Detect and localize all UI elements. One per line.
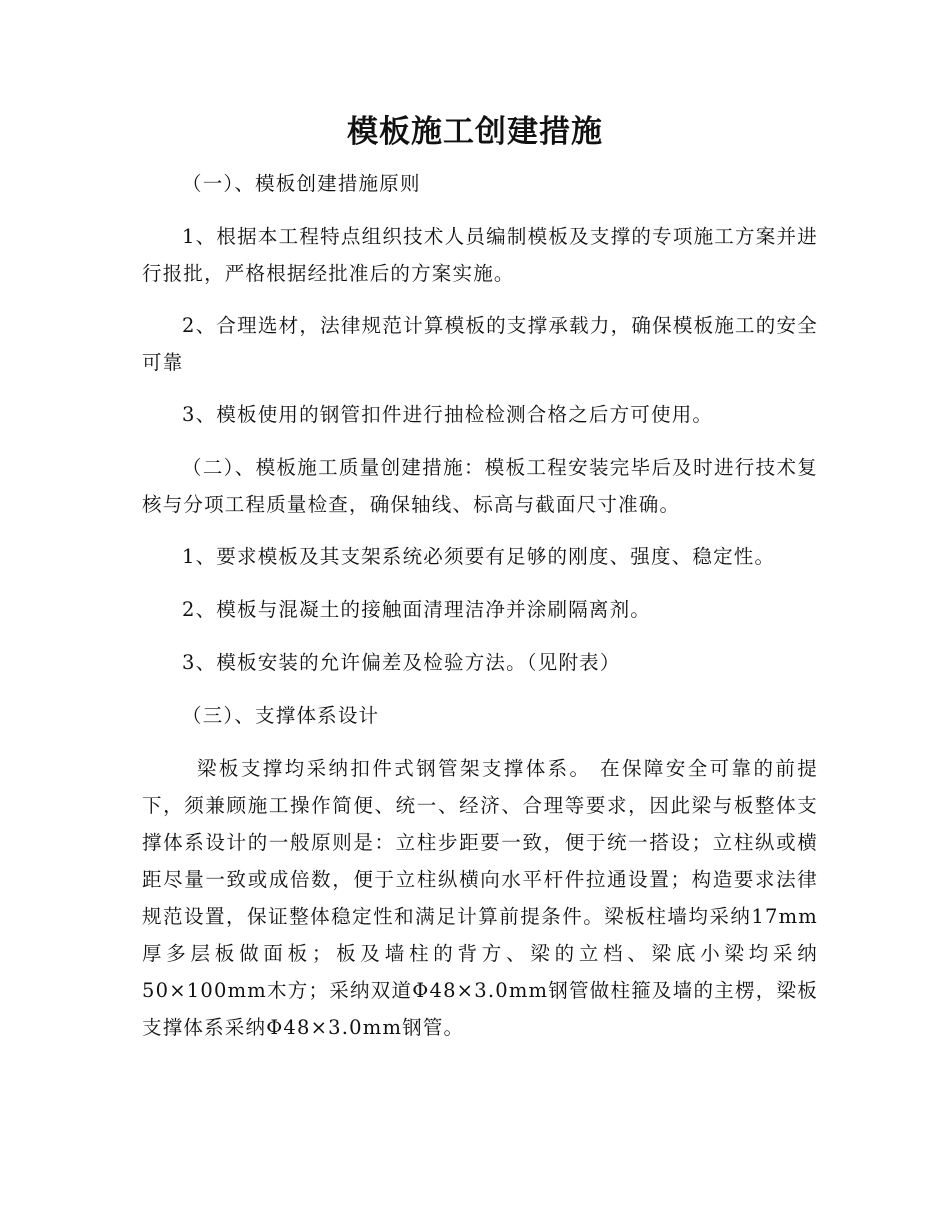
paragraph-1-3: 3、模板使用的钢管扣件进行抽检检测合格之后方可使用。 bbox=[182, 403, 714, 426]
paragraph-3-body: 梁板支撑均采纳扣件式钢管架支撑体系。 在保障安全可靠的前提下，须兼顾施工操作简便、统一、经济、合理等要求，因此梁与板整体支撑体系设计的一般原则是：立柱步距要一致，便于统一搭设；立柱纵或横距尽量一致或成倍数，便于立柱纵横向水平杆件拉通设置；构造要求法律规范设置，保证整体稳定性和满足计算前提条件。梁板柱墙均采纳17mm厚多层板做面板；板及墙柱的背方、梁的立档、梁底小梁均采纳50×100mm木方；采纳双道Φ48×3.0mm钢管做柱箍及墙的主楞，梁板支撑体系采纳Φ48×3.0mm钢管。 bbox=[142, 757, 818, 1039]
section-heading-3: （三）、支撑体系设计 bbox=[182, 704, 380, 727]
document-title: 模板施工创建措施 bbox=[347, 114, 603, 150]
paragraph-2-1: 1、要求模板及其支架系统必须要有足够的刚度、强度、稳定性。 bbox=[182, 545, 776, 568]
paragraph-1-1: 1、根据本工程特点组织技术人员编制模板及支撑的专项施工方案并进行报批，严格根据经批准后的方案实施。 bbox=[142, 225, 818, 285]
paragraph-2-2: 2、模板与混凝土的接触面清理洁净并涂刷隔离剂。 bbox=[182, 598, 652, 621]
section-heading-2: （二）、模板施工质量创建措施：模板工程安装完毕后及时进行技术复核与分项工程质量检查，确保轴线、标高与截面尺寸准确。 bbox=[142, 456, 818, 516]
paragraph-1-2: 2、合理选材，法律规范计算模板的支撑承载力，确保模板施工的安全可靠 bbox=[142, 314, 818, 374]
section-heading-1: （一）、模板创建措施原则 bbox=[182, 172, 421, 195]
paragraph-2-3: 3、模板安装的允许偏差及检验方法。（见附表） bbox=[182, 651, 621, 674]
